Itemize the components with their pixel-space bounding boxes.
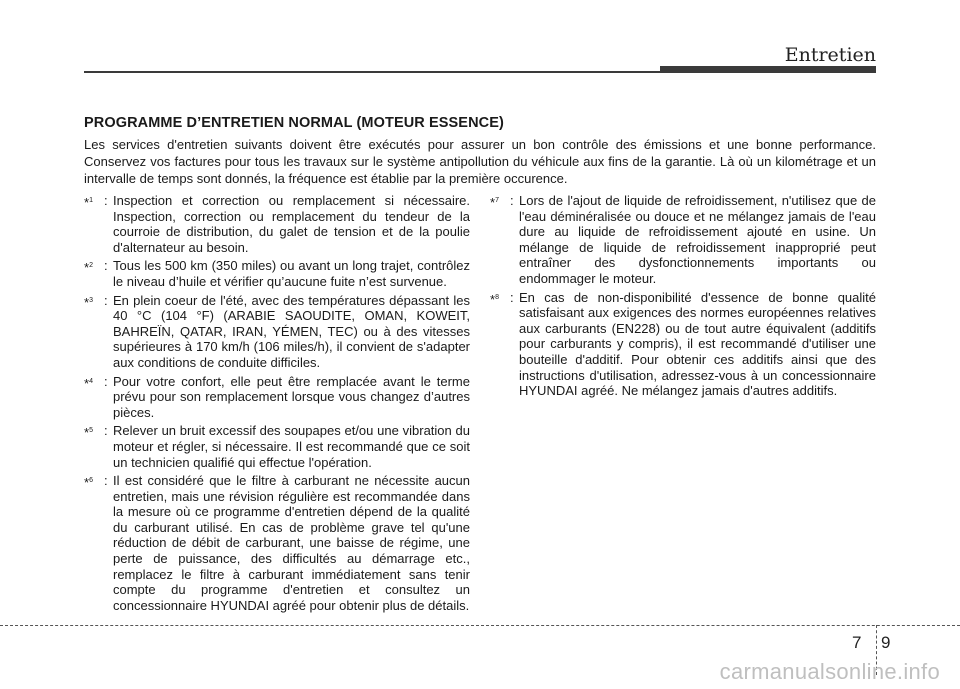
footnote-text: Il est considéré que le filtre à carburant ne nécessite aucun entretien, mais une révision régulière est recommandée dans la mesure où ce programme d'entretien dépend de la qualité du carburant utilisé. En cas de problème grave tel qu'une réduction de débit de carburant, une baisse de régime, une perte de puissance, des difficultés au démarrage etc., remplacez le filtre à carburant immédiatement sans tenir compte du programme d'entretien et consultez un concessionnaire HYUNDAI agréé pour obtenir plus de détails. [113,473,470,613]
notes-column-left [84,193,470,616]
footnote-text: Relever un bruit excessif des soupapes et/ou une vibration du moteur et régler, si nécessaire. Il est recommandé que ce soit un technicien qualifié qui effectue l'opération. [113,423,470,470]
footnote: *$^7$ : Lors de l'ajout de liquide de refroidissement, n'utilisez que de l'eau déminéralisée ou douce et ne mélangez jamais de l'eau dure au liquide de refroidissement ajouté en usine. Un mélange de liquide de refroidissement inapproprié peut entraîner des dysfonctionnements importants ou endommager le moteur. [490,193,876,286]
footnote-text: En plein coeur de l'été, avec des températures dépassant les 40 °C (104 °F) (ARABIE SAOUDITE, OMAN, KOWEIT, BAHREÏN, QATAR, IRAN, YÉMEN, TEC) ou à des vitesses supérieures à 170 km/h (106 miles/h), il convient de s'adapter aux conditions de conduite difficiles. [113,292,470,370]
watermark: carmanualsonline.info [719,659,940,684]
footnote: *$^5$ : Relever un bruit excessif des soupapes et/ou une vibration du moteur et régler, si nécessaire. Il est recommandé que ce soit un technicien qualifié qui effectue l'opération. [84,423,470,470]
footnote-text: Tous les 500 km (350 miles) ou avant un long trajet, contrôlez le niveau d’huile et vérifier qu’aucune fuite n’est survenue. [113,258,470,289]
footnote-text: En cas de non-disponibilité d'essence de bonne qualité satisfaisant aux exigences des normes européennes relatives aux carburants (EN228) ou de tout autre équivalent (additifs pour carburants y compris), il est recommandé d'utiliser une bouteille d'additif. Pour obtenir ces additifs ainsi que des instructions d'utilisation, adressez-vous à un concessionnaire HYUNDAI agréé. Ne mélangez jamais d'autres additifs. [519,289,876,399]
footnote-marker: *$^7$ [490,195,499,210]
chapter-number: 7 [852,633,862,652]
footnote-marker: *$^6$ [84,475,93,491]
footnote-text: Lors de l'ajout de liquide de refroidissement, n'utilisez que de l'eau déminéralisée ou douce et ne mélangez jamais de l'eau dure au liquide de refroidissement ajouté en usine. Un mélange de liquide de refroidissement inapproprié peut entraîner des dysfonctionnements importants ou endommager le moteur. [519,193,876,286]
header-rule [84,71,684,73]
footnote-marker: *$^8$ [490,291,499,307]
notes-column-right [490,193,876,402]
footer-rule [0,625,960,626]
footnote: *$^1$ : Inspection et correction ou remplacement si nécessaire. Inspection, correction ou remplacement du tendeur de la courroie de distribution, du galet de tension et de la poulie d'alternateur au besoin. [84,193,470,255]
footnote-marker: *$^3$ [84,294,93,310]
footnote-marker: *$^1$ [84,195,93,210]
footnote-marker: *$^2$ [84,260,93,276]
section-title: Entretien [784,44,876,66]
footnote-text: Pour votre confort, elle peut être remplacée avant le terme prévu pour son remplacement lorsque vous changez d’autres pièces. [113,373,470,420]
footnote: *$^6$ : Il est considéré que le filtre à carburant ne nécessite aucun entretien, mais une révision régulière est recommandée dans la mesure où ce programme d'entretien dépend de la qualité du carburant utilisé. En cas de problème grave tel qu'une réduction de débit de carburant, une baisse de régime, une perte de puissance, des difficultés au démarrage etc., remplacez le filtre à carburant immédiatement sans tenir compte du programme d'entretien et consultez un concessionnaire HYUNDAI agréé pour obtenir plus de détails. [84,473,470,613]
intro-paragraph: Les services d'entretien suivants doivent être exécutés pour assurer un bon contrôle des émissions et une bonne performance. Conservez vos factures pour tous les travaux sur le système antipollution du véhicule aux fins de la garantie. Là où un kilométrage et un intervalle de temps sont donnés, la fréquence est établie par la première occurence. [84,137,876,186]
page-number: 9 [881,633,891,652]
header-rule-accent [660,66,876,73]
footnote: *$^4$ : Pour votre confort, elle peut être remplacée avant le terme prévu pour son remplacement lorsque vous changez d’autres pièces. [84,373,470,420]
footnote-marker: *$^5$ [84,425,93,441]
footnote-text: Inspection et correction ou remplacement si nécessaire. Inspection, correction ou remplacement du tendeur de la courroie de distribution, du galet de tension et de la poulie d'alternateur au besoin. [113,193,470,255]
footnote: *$^2$ : Tous les 500 km (350 miles) ou avant un long trajet, contrôlez le niveau d’huile et vérifier qu’aucune fuite n’est survenue. [84,258,470,289]
page-heading: PROGRAMME D’ENTRETIEN NORMAL (MOTEUR ESSENCE) [84,115,504,131]
footnote: *$^8$ : En cas de non-disponibilité d'essence de bonne qualité satisfaisant aux exigences des normes européennes relatives aux carburants (EN228) ou de tout autre équivalent (additifs pour carburants y compris), il est recommandé d'utiliser une bouteille d'additif. Pour obtenir ces additifs ainsi que des instructions d'utilisation, adressez-vous à un concessionnaire HYUNDAI agréé. Ne mélangez jamais d'autres additifs. [490,289,876,399]
footnote-marker: *$^4$ [84,375,93,391]
footnote: *$^3$ : En plein coeur de l'été, avec des températures dépassant les 40 °C (104 °F) (ARABIE SAOUDITE, OMAN, KOWEIT, BAHREÏN, QATAR, IRAN, YÉMEN, TEC) ou à des vitesses supérieures à 170 km/h (106 miles/h), il convient de s'adapter aux conditions de conduite difficiles. [84,292,470,370]
